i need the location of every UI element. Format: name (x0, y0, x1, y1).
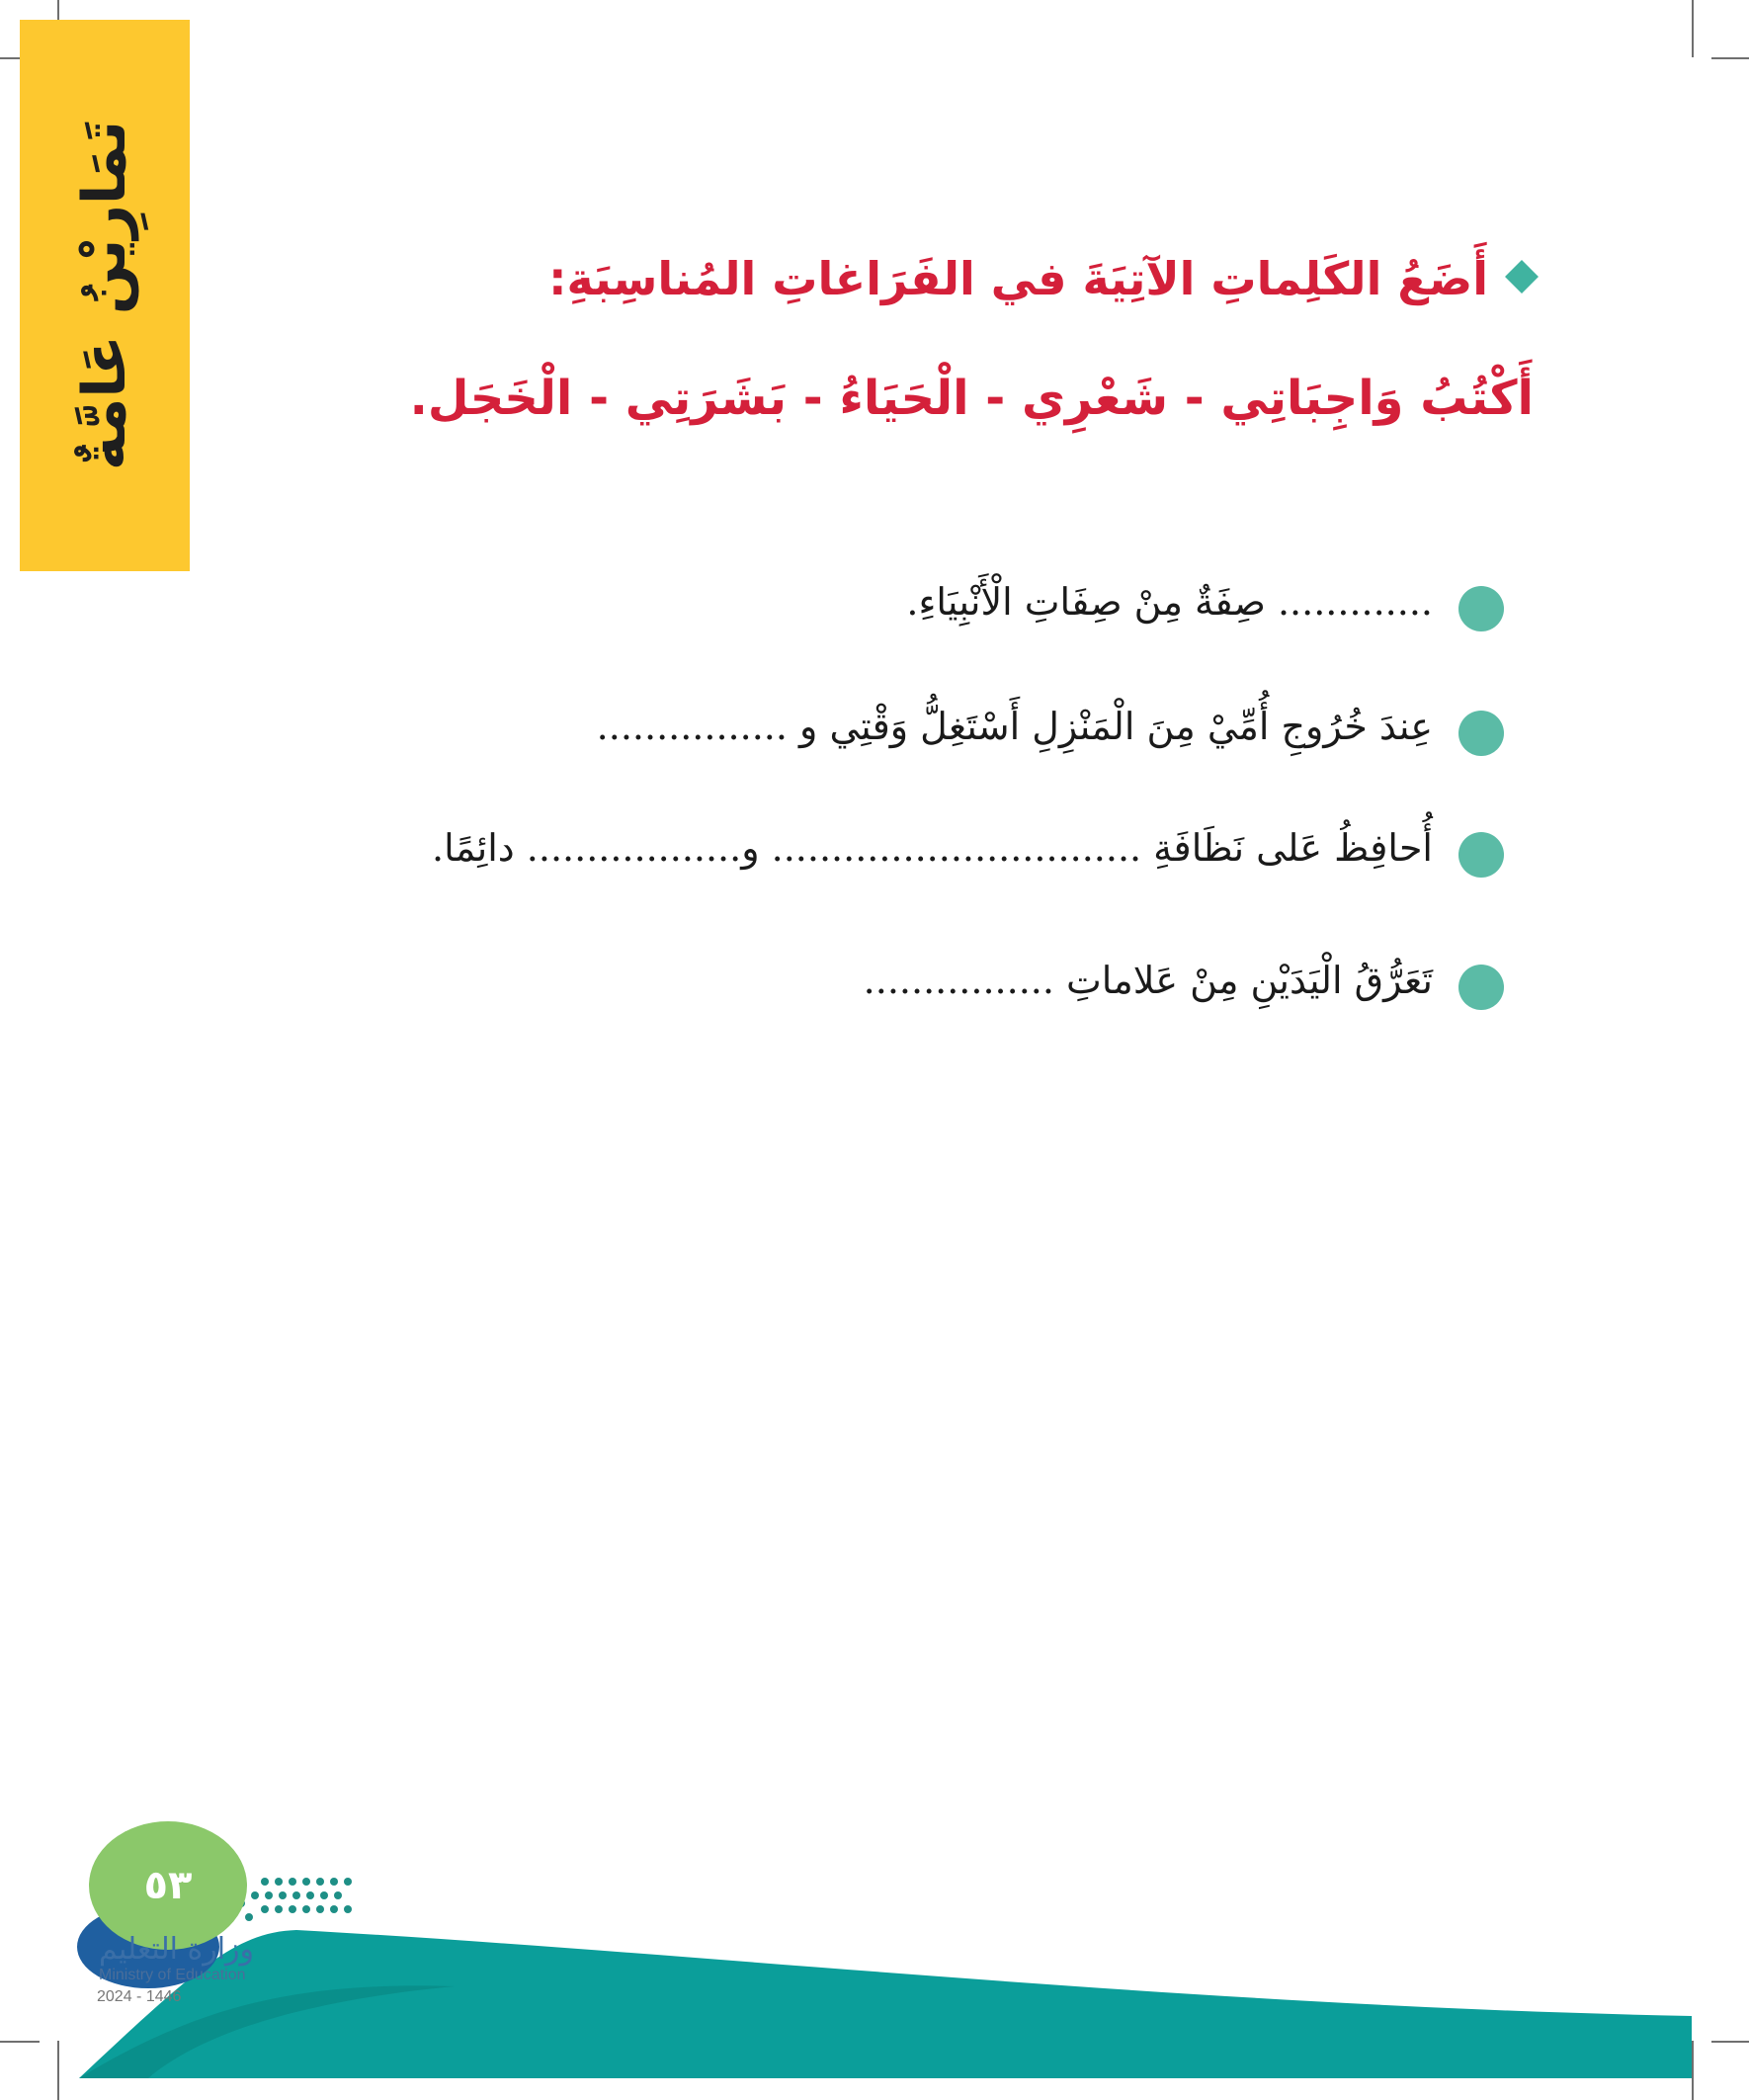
exercise-item-1: ............. صِفَةٌ مِنْ صِفَاتِ الْأَنْبِيَاءِ. (906, 580, 1433, 624)
word-bank: أَكْتُبُ وَاجِبَاتِي - شَعْرِي - الْحَيَاءُ - بَشَرَتِي - الْخَجَل. (409, 371, 1534, 426)
ministry-name-arabic: وزارة التعليم (99, 1932, 255, 1967)
page-number: ٥٣ (143, 1863, 193, 1908)
exercise-item-2: عِندَ خُرُوجِ أُمِّيْ مِنَ الْمَنْزِلِ أَسْتَغِلُّ وَقْتِي و ................ (596, 705, 1433, 748)
section-title: تَمَارِيْنُ عَامَّةٌ (70, 120, 139, 471)
exercise-item-4: تَعَرُّقُ الْيَدَيْنِ مِنْ عَلاماتِ ................ (863, 959, 1433, 1002)
edition-year: 2024 - 1446 (97, 1988, 182, 2005)
exercise-item-3: أُحافِظُ عَلى نَظَافَةِ ............................... و.................. دائِمًا. (432, 826, 1433, 870)
ministry-name-english: Ministry of Education (99, 1967, 246, 1983)
instruction-text: أَضَعُ الكَلِماتِ الآتِيَةَ في الفَرَاغاتِ المُناسِبَةِ: (548, 252, 1488, 305)
